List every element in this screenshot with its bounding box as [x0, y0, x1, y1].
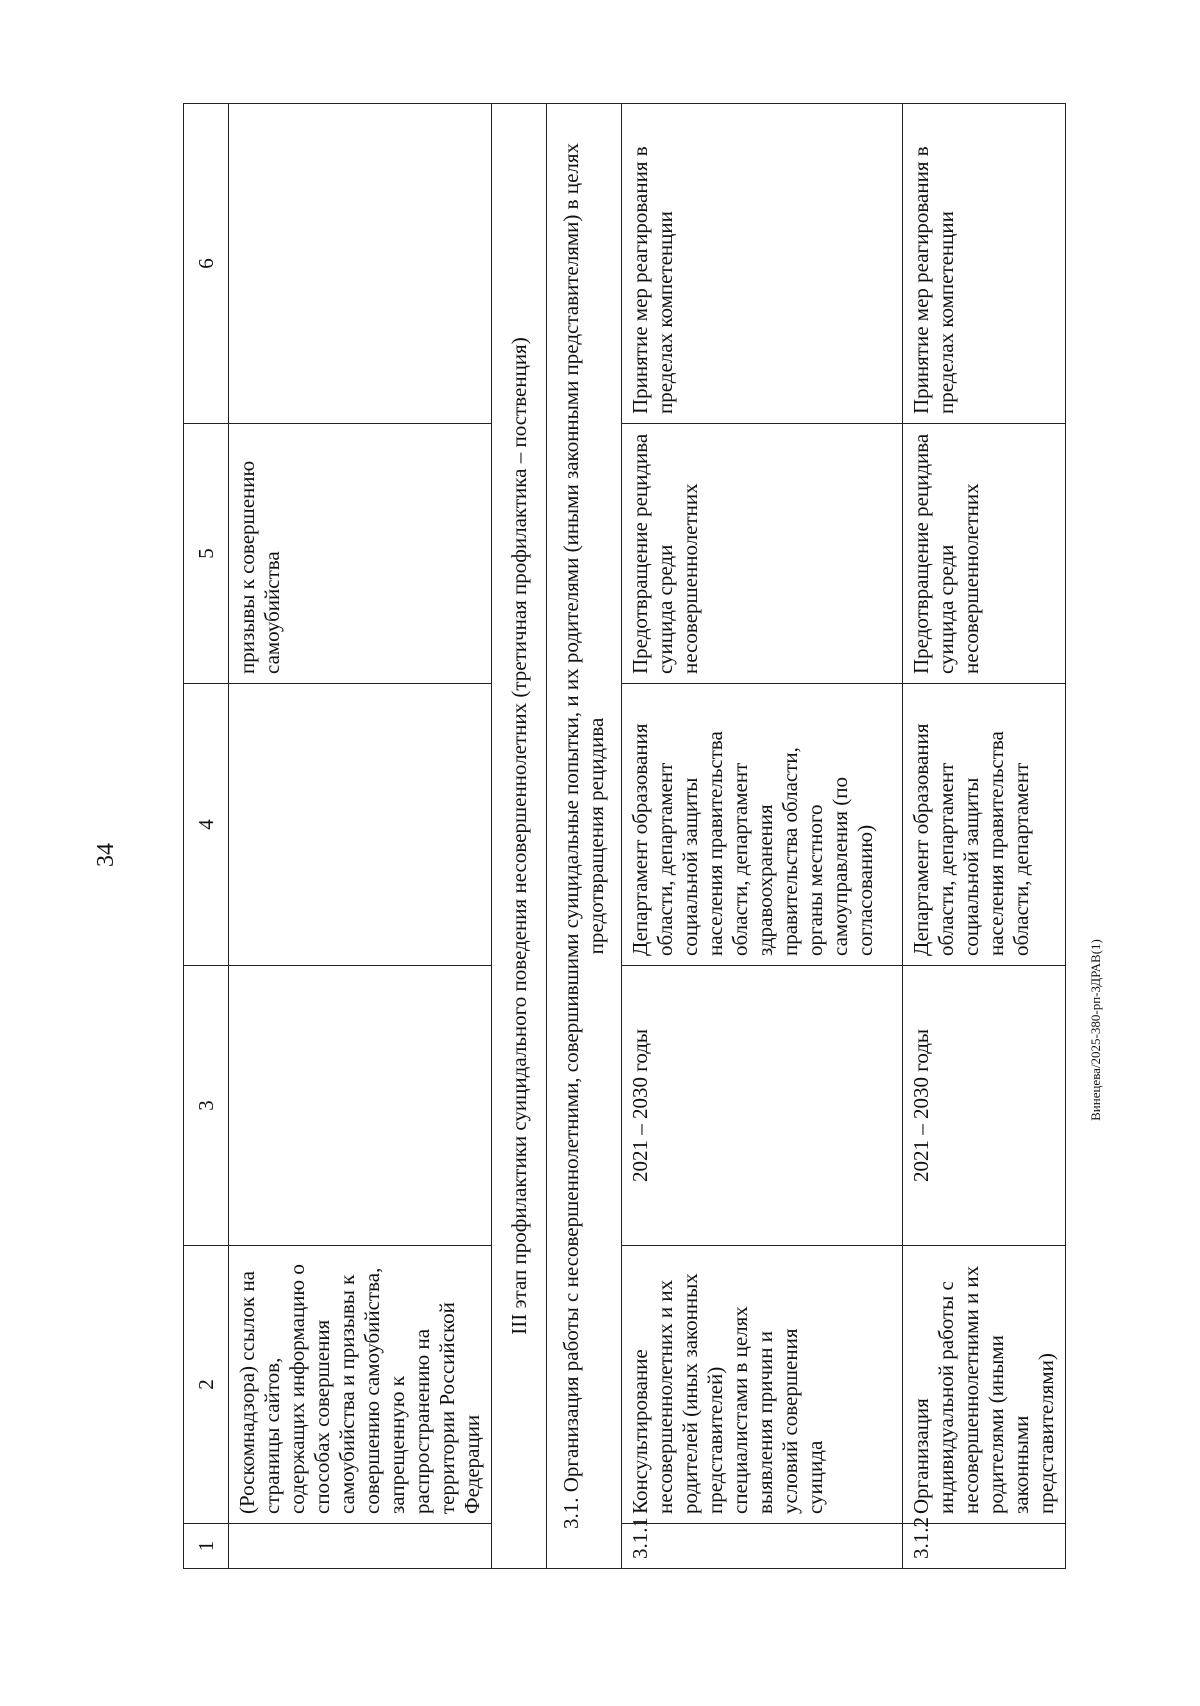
header-col-4: 4	[184, 684, 229, 966]
row-measure: Консультирование несовершеннолетних и их родителей (иных законных представителей) специалистами в целях выявления причин и условий совершения суицида	[622, 1246, 903, 1524]
cont-cell-executors	[229, 684, 492, 966]
row-number: 3.1.2	[903, 1524, 1066, 1569]
row-executors: Департамент образования области, департамент социальной защиты населения правительства области, департамент	[903, 684, 1066, 966]
measures-table	[183, 103, 1066, 1569]
row-control: Принятие мер реагирования в пределах компетенции	[903, 104, 1066, 424]
row-period: 2021 – 2030 годы	[903, 966, 1066, 1246]
row-control: Принятие мер реагирования в пределах компетенции	[622, 104, 903, 424]
row-number: 3.1.1	[622, 1524, 903, 1569]
header-col-5: 5	[184, 424, 229, 684]
header-col-3: 3	[184, 966, 229, 1246]
row-result: Предотвращение рецидива суицида среди несовершеннолетних	[622, 424, 903, 684]
header-col-2: 2	[184, 1246, 229, 1524]
row-result: Предотвращение рецидива суицида среди несовершеннолетних	[903, 424, 1066, 684]
cont-cell-num	[229, 1524, 492, 1569]
cont-cell-period	[229, 966, 492, 1246]
page-number: 34	[93, 843, 119, 867]
row-measure: Организация индивидуальной работы с несовершеннолетними и их родителями (иными законными представителями)	[903, 1246, 1066, 1524]
rotated-table-page	[183, 104, 1093, 1569]
table-row	[622, 104, 903, 1569]
stage-title: III этап профилактики суицидального поведения несовершеннолетних (третичная профилактика – поственция)	[492, 104, 547, 1569]
document-reference: Винецева/2025-380-рп-ЗДРАВ(1)	[1088, 939, 1103, 1121]
section-row	[547, 104, 622, 1569]
row-executors: Департамент образования области, департамент социальной защиты населения правительства области, департамент здравоохранения правительства области, органы местного самоуправления (по согласованию)	[622, 684, 903, 966]
cont-cell-measure: (Роскомнадзора) ссылок на страницы сайтов, содержащих информацию о способах совершения самоубийства и призывы к совершению самоубийства, запрещенную к распространению на территории Российской Федерации	[229, 1246, 492, 1524]
header-row	[184, 104, 229, 1569]
section-title: 3.1. Организация работы с несовершеннолетними, совершившими суицидальные попытки, и их родителями (иными законными представителями) в целях предотвращения рецидива	[547, 104, 622, 1569]
table-row	[903, 104, 1066, 1569]
continuation-row	[229, 104, 492, 1569]
header-col-1: 1	[184, 1524, 229, 1569]
row-period: 2021 – 2030 годы	[622, 966, 903, 1246]
header-col-6: 6	[184, 104, 229, 424]
stage-row	[492, 104, 547, 1569]
cont-cell-control	[229, 104, 492, 424]
cont-cell-result: призывы к совершению самоубийства	[229, 424, 492, 684]
